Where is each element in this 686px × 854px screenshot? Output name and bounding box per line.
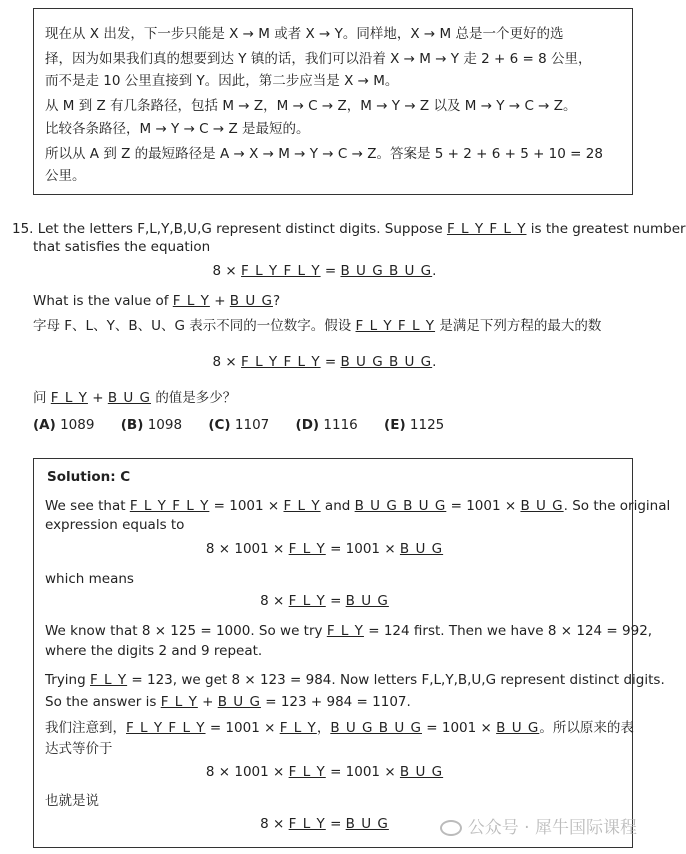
answer-choices	[33, 416, 444, 434]
problem-line-1	[12, 220, 686, 238]
choice-e: (E) 1125	[384, 417, 445, 433]
box1-line-3: 而不是走 10 公里直接到 Y。因此，第二步应当是 X → M。	[45, 73, 399, 89]
solution-cn-line-1: 我们注意到，F L Y F L Y = 1001 × F L Y，B U G B U G = 1001 × B U G。所以原来的表	[45, 720, 634, 736]
solution-eq-3: 8 × 1001 × F L Y = 1001 × B U G	[205, 764, 444, 780]
watermark: 公众号 · 犀牛国际课程	[440, 813, 637, 838]
question-en: What is the value of F L Y + B U G?	[33, 293, 281, 309]
question-cn: 问 F L Y + B U G 的值是多少？	[33, 390, 237, 406]
problem-cn: 字母 F、L、Y、B、U、G 表示不同的一位数字。假设 F L Y F L Y 是满足下列方程的最大的数	[33, 318, 602, 334]
solution-eq-4: 8 × F L Y = B U G	[260, 816, 389, 832]
choice-c: (C) 1107	[208, 417, 270, 433]
choice-d: (D) 1116	[295, 417, 358, 433]
box1-line-7: 公里。	[45, 168, 86, 184]
solution-title: Solution: C	[47, 469, 131, 485]
equation-cn: 8 × F L Y F L Y = B U G B U G.	[212, 354, 437, 370]
solution-line-1: We see that F L Y F L Y = 1001 × F L Y and B U G B U G = 1001 × B U G. So the original	[45, 498, 671, 514]
solution-eq-1: 8 × 1001 × F L Y = 1001 × B U G	[205, 541, 444, 557]
solution-line-3: which means	[45, 571, 134, 587]
solution-eq-2: 8 × F L Y = B U G	[260, 593, 389, 609]
box1-line-2: 择，因为如果我们真的想要到达 Y 镇的话，我们可以沿着 X → M → Y 走 2 + 6 = 8 公里，	[45, 51, 592, 67]
problem-number: 15.	[12, 221, 34, 237]
box1-line-1: 现在从 X 出发，下一步只能是 X → M 或者 X → Y。同样地，X → M 总是一个更好的选	[45, 26, 564, 42]
solution-line-2: expression equals to	[45, 517, 185, 533]
solution-cn-line-3: 也就是说	[45, 793, 99, 809]
solution-line-7: So the answer is F L Y + B U G = 123 + 984 = 1107.	[45, 694, 411, 710]
box1-line-5: 比较各条路径，M → Y → C → Z 是最短的。	[45, 121, 310, 137]
choice-a: (A) 1089	[33, 417, 95, 433]
problem-line-2: that satisfies the equation	[33, 239, 211, 255]
box1-line-6: 所以从 A 到 Z 的最短路径是 A → X → M → Y → C → Z。答案是 5 + 2 + 6 + 5 + 10 = 28	[45, 146, 603, 162]
equation: 8 × F L Y F L Y = B U G B U G.	[212, 263, 437, 279]
wechat-icon	[440, 820, 462, 836]
fly-fly-term: F L Y F L Y	[446, 221, 527, 237]
choice-b: (B) 1098	[120, 417, 183, 433]
solution-line-4: We know that 8 × 125 = 1000. So we try F L Y = 124 first. Then we have 8 × 124 = 992,	[45, 623, 653, 639]
problem-text: Let the letters F,L,Y,B,U,G represent distinct digits. Suppose	[37, 221, 443, 237]
solution-line-5: where the digits 2 and 9 repeat.	[45, 643, 263, 659]
solution-cn-line-2: 达式等价于	[45, 741, 113, 757]
box1-line-4: 从 M 到 Z 有几条路径，包括 M → Z，M → C → Z，M → Y → Z 以及 M → Y → C → Z。	[45, 98, 577, 114]
solution-line-6: Trying F L Y = 123, we get 8 × 123 = 984. Now letters F,L,Y,B,U,G represent distinct digits.	[45, 672, 665, 688]
problem-text: is the greatest number	[530, 221, 686, 237]
